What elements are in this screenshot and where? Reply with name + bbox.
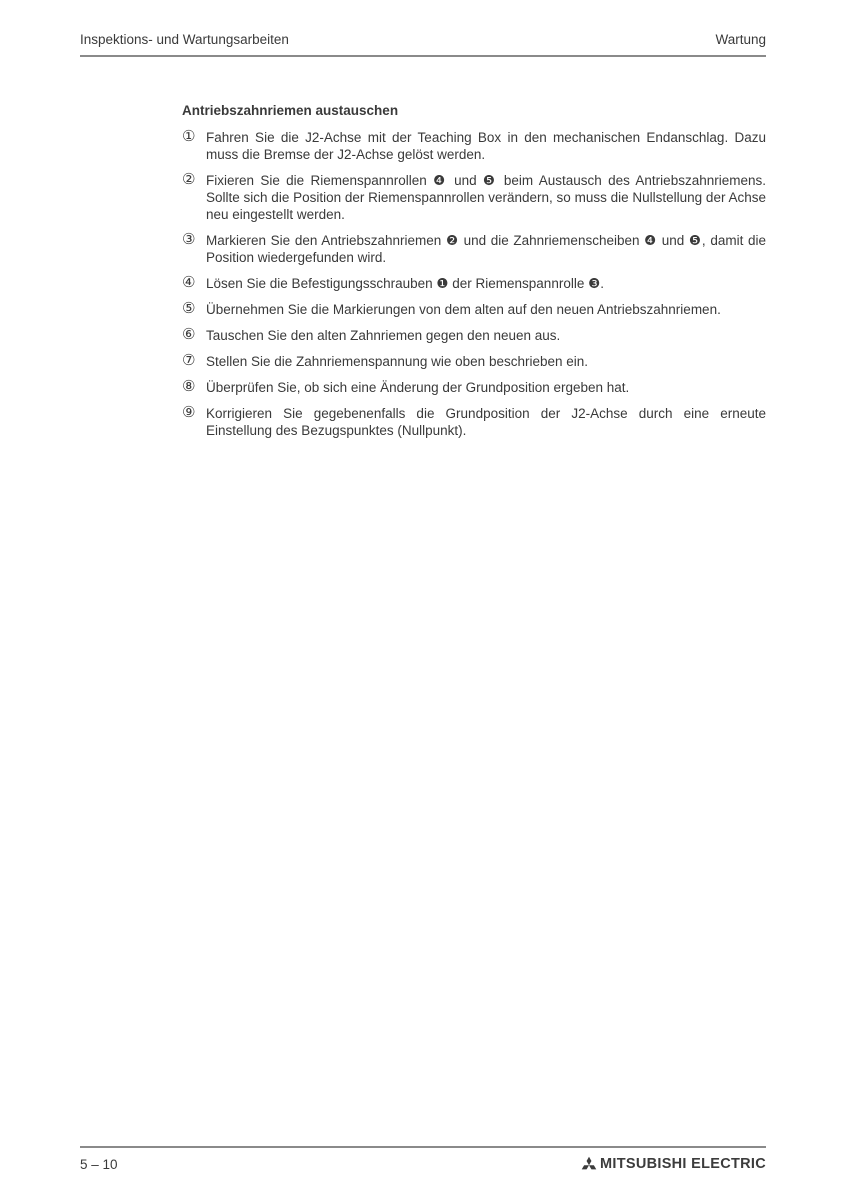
step-text: Überprüfen Sie, ob sich eine Änderung der Grundposition ergeben hat. xyxy=(206,380,630,395)
step-text: Übernehmen Sie die Markierungen von dem alten auf den neuen Antriebszahnriemen. xyxy=(206,302,721,317)
brand-block xyxy=(580,1155,766,1173)
mitsubishi-three-diamonds-icon xyxy=(580,1155,598,1173)
step-text: Tauschen Sie den alten Zahnriemen gegen den neuen aus. xyxy=(206,328,561,343)
step-number: ⑨ xyxy=(182,404,196,421)
step-item xyxy=(182,379,766,396)
step-text: Stellen Sie die Zahnriemenspannung wie oben beschrieben ein. xyxy=(206,354,589,369)
brand-name: MITSUBISHI ELECTRIC xyxy=(599,1156,766,1172)
section-heading: Antriebszahnriemen austauschen xyxy=(182,103,399,118)
step-number: ④ xyxy=(182,274,196,291)
header-chapter-title: Wartung xyxy=(715,32,766,47)
step-number: ② xyxy=(182,171,196,188)
step-number: ⑧ xyxy=(182,378,196,395)
step-number: ⑥ xyxy=(182,326,196,343)
page-content xyxy=(182,102,766,448)
step-item xyxy=(182,172,766,223)
step-text: Fahren Sie die J2-Achse mit der Teaching Box in den mechanischen Endanschlag. Dazu muss die Bremse der J2-Achse gelöst werden. xyxy=(206,130,766,162)
step-item xyxy=(182,405,766,439)
step-item xyxy=(182,301,766,318)
page-footer xyxy=(80,1146,766,1173)
page-header xyxy=(80,32,766,57)
step-text: Lösen Sie die Befestigungsschrauben ❶ der Riemenspannrolle ❸. xyxy=(206,276,604,291)
step-number: ③ xyxy=(182,231,196,248)
step-number: ① xyxy=(182,128,196,145)
header-section-title: Inspektions- und Wartungsarbeiten xyxy=(80,32,289,47)
step-number: ⑦ xyxy=(182,352,196,369)
step-item xyxy=(182,275,766,292)
page-number: 5 – 10 xyxy=(80,1156,118,1172)
step-text: Korrigieren Sie gegebenenfalls die Grundposition der J2-Achse durch eine erneute Einstellung des Bezugspunktes (Nullpunkt). xyxy=(206,406,766,438)
step-text: Fixieren Sie die Riemenspannrollen ❹ und ❺ beim Austausch des Antriebszahnriemens. Sollte sich die Position der Riemenspannrollen verändern, so muss die Nullstellung der Achse neu eingestellt werden. xyxy=(206,173,766,222)
step-text: Markieren Sie den Antriebszahnriemen ❷ und die Zahnriemenscheiben ❹ und ❺, damit die Position wiedergefunden wird. xyxy=(206,233,766,265)
step-item xyxy=(182,327,766,344)
step-item xyxy=(182,353,766,370)
step-item xyxy=(182,232,766,266)
step-item xyxy=(182,129,766,163)
step-number: ⑤ xyxy=(182,300,196,317)
